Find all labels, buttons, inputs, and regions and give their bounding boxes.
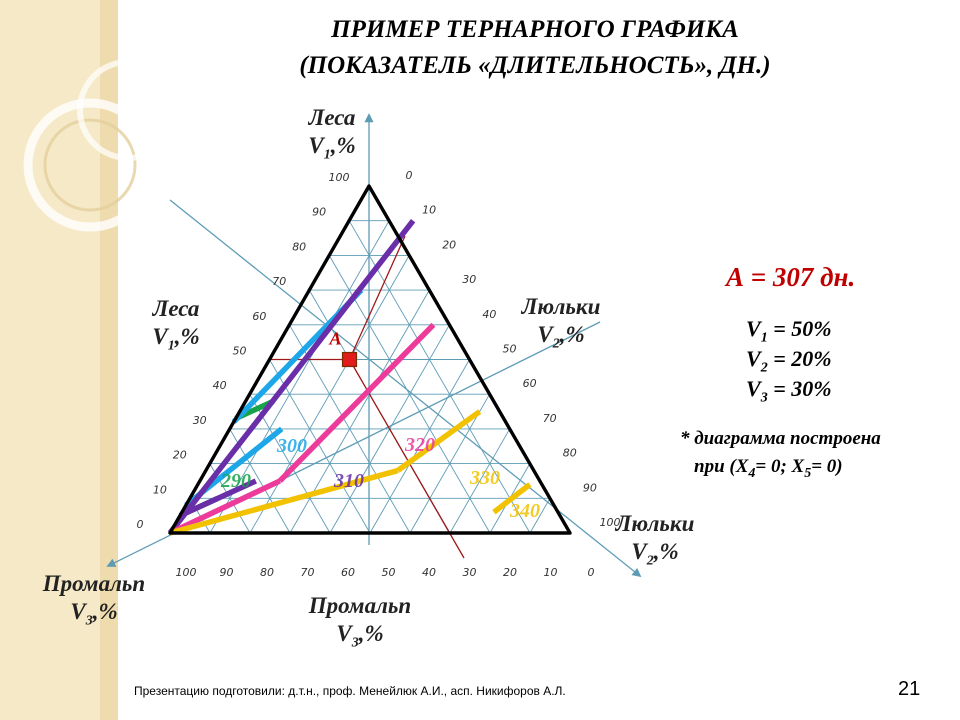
axis-label-v2-corner [600,510,710,576]
note-line2-sub1: 4 [748,465,756,481]
axis-label-v1-left [131,295,221,361]
tick-v1-50: 50 [232,344,247,358]
tick-v1-10: 10 [152,483,167,497]
footer-credits: Презентацию подготовили: д.т.н., проф. Менейлюк А.И., асп. Никифоров А.Л. [134,684,566,698]
note-line2 [694,456,843,482]
axis-sub-v2-right: 2 [552,336,560,352]
isoline-label-300: 300 [277,435,307,457]
result-v2-sub: 2 [760,360,768,376]
axis-label-v2-right [506,293,616,359]
isoline-label-340: 340 [510,500,540,522]
tick-v3-6: 40 [422,566,436,579]
axis-name-v1-left: Леса [152,296,200,321]
axis-suffix-v2-corner: ,% [653,539,679,564]
result-v3-sub: 3 [760,390,768,406]
tick-v1-80: 80 [292,240,307,254]
tick-v3-7: 30 [462,566,477,579]
result-v3-letter: V [746,376,761,401]
tick-v3-3: 70 [300,566,315,579]
axis-arrow-v2 [167,200,640,576]
tick-v1-0: 0 [136,518,144,531]
slide-title-line2: (ПОКАЗАТЕЛЬ «ДЛИТЕЛЬНОСТЬ», ДН.) [299,52,771,79]
axis-suffix-v1-left: ,% [174,324,200,349]
axis-label-v3-corner [28,570,160,636]
tick-v2-100: 100 [599,516,621,529]
note-line2-mid: = 0; X [755,456,805,477]
axis-unit-v2-right: V [537,322,553,347]
isoline-label-290: 290 [221,470,251,492]
tick-v1-90: 90 [312,205,327,219]
tick-v1-70: 70 [272,275,287,289]
axis-sub-v1-top: 1 [323,147,331,163]
isoline-310-seg-0 [167,221,413,533]
tick-v2-90: 90 [582,481,597,495]
axis-unit-v2-corner: V [631,539,647,564]
axis-suffix-v1-top: ,% [330,133,356,158]
axis-suffix-v3-bottom: ,% [358,621,384,646]
axis-unit-v1-top: V [308,133,324,158]
tick-v1-60: 60 [252,309,267,323]
axis-sub-v3-corner: 3 [85,613,93,629]
note-line2-post: = 0) [811,456,843,477]
tick-v1-30: 30 [192,413,207,427]
axis-label-v3-bottom [294,592,426,658]
isoline-label-320: 320 [405,434,435,456]
axis-name-v3-bottom: Промальп [308,593,412,618]
tick-v1-100: 100 [328,171,350,184]
guide-line-v2 [350,236,406,360]
axis-name-v2-corner: Люльки [615,511,695,536]
axis-sub-v1-left: 1 [167,338,175,354]
tick-v1-20: 20 [172,448,187,462]
result-v1-letter: V [746,316,761,341]
axis-sub-v3-bottom: 3 [351,635,359,651]
axis-unit-v3-corner: V [70,599,86,624]
result-v2-value: = 20% [767,346,832,371]
tick-v2-30: 30 [462,273,477,287]
result-v1-value: = 50% [767,316,832,341]
tick-v3-2: 80 [260,566,274,579]
isoline-label-330: 330 [470,467,500,489]
tick-v1-40: 40 [212,379,227,393]
axis-suffix-v3-corner: ,% [92,599,118,624]
tick-v2-40: 40 [482,307,497,321]
axis-suffix-v2-right: ,% [559,322,585,347]
axis-name-v2-right: Люльки [521,294,601,319]
isoline-label-310: 310 [334,470,364,492]
result-v2-letter: V [746,346,761,371]
point-a-label: А [329,328,342,349]
tick-v2-50: 50 [502,342,517,356]
tick-v2-10: 10 [422,203,437,217]
tick-v3-5: 50 [381,566,396,579]
slide-title-line1: ПРИМЕР ТЕРНАРНОГО ГРАФИКА [331,16,739,43]
point-a-marker [343,353,357,367]
result-duration: А = 307 дн. [726,262,856,292]
result-v3-value: = 30% [767,376,832,401]
note-line2-pre: при (X [694,456,749,477]
page-number: 21 [898,678,921,700]
tick-v3-1: 90 [219,566,234,579]
tick-v2-80: 80 [562,446,577,460]
result-v2 [746,346,832,376]
result-v1 [746,316,832,346]
result-v3 [746,376,832,406]
tick-v2-20: 20 [442,238,457,252]
note-line2-sub2: 5 [804,465,812,481]
tick-v2-60: 60 [522,377,537,391]
axis-label-v1-top [287,104,377,170]
axis-sub-v2-corner: 2 [646,553,654,569]
tick-v3-10: 0 [587,566,595,579]
axis-unit-v1-left: V [152,324,168,349]
tick-v3-8: 20 [503,566,517,579]
tick-v3-4: 60 [341,566,355,579]
tick-v2-0: 0 [405,169,413,182]
result-v1-sub: 1 [760,330,768,346]
axis-name-v1-top: Леса [308,105,356,130]
tick-v2-70: 70 [542,411,557,425]
note-line1: * диаграмма построена [680,428,881,449]
tick-v3-0: 100 [175,566,197,579]
tick-v3-9: 10 [543,566,558,579]
axis-unit-v3-bottom: V [336,621,352,646]
axis-name-v3-corner: Промальп [42,571,146,596]
